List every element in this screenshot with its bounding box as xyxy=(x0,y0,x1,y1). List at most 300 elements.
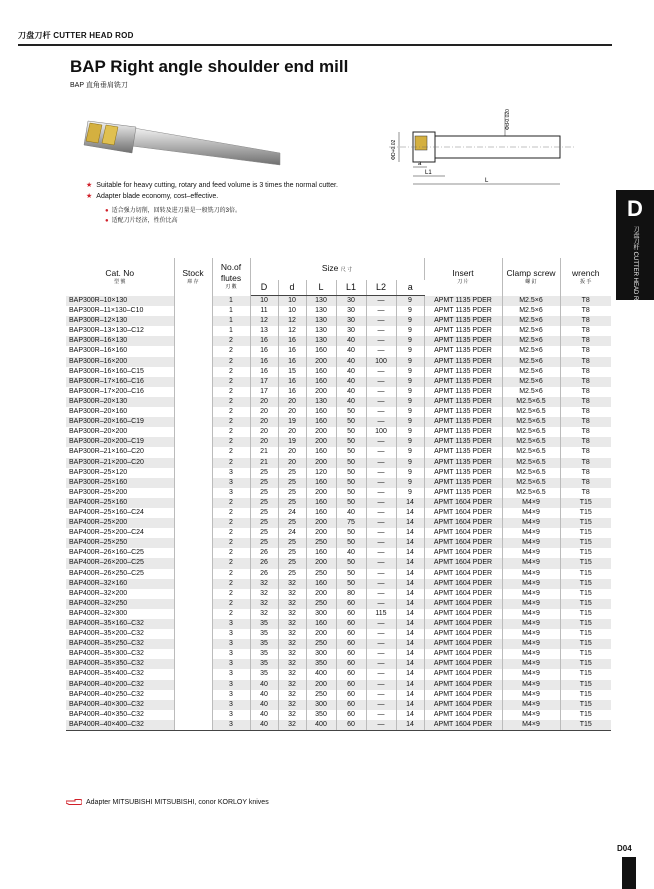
cell-a: 14 xyxy=(396,558,424,568)
cell-wrench: T15 xyxy=(560,548,611,558)
cell-L: 300 xyxy=(306,649,336,659)
cell-flutes: 2 xyxy=(212,528,250,538)
cell-L: 160 xyxy=(306,407,336,417)
cell-L: 200 xyxy=(306,387,336,397)
table-row xyxy=(66,558,611,568)
cell-cat-no: BAP400R–25×200 xyxy=(66,518,174,528)
cell-cat-no: BAP400R–32×250 xyxy=(66,599,174,609)
cell-clamp-screw: M4×9 xyxy=(502,569,560,579)
table-row xyxy=(66,326,611,336)
cell-stock xyxy=(174,407,212,417)
table-row xyxy=(66,569,611,579)
feature-item-cn: ● 适合强力切削，回转及进刀量是一般铣刀的3倍。 xyxy=(105,208,241,214)
cell-L: 200 xyxy=(306,427,336,437)
cell-insert: APMT 1135 PDER xyxy=(424,326,502,336)
cell-a: 14 xyxy=(396,649,424,659)
cell-insert: APMT 1135 PDER xyxy=(424,427,502,437)
cell-D: 12 xyxy=(250,316,278,326)
cell-D: 25 xyxy=(250,528,278,538)
cell-flutes: 2 xyxy=(212,599,250,609)
cell-stock xyxy=(174,367,212,377)
cell-wrench: T15 xyxy=(560,518,611,528)
cell-insert: APMT 1135 PDER xyxy=(424,417,502,427)
cell-L2: — xyxy=(366,599,396,609)
cell-flutes: 3 xyxy=(212,680,250,690)
page-number: D04 xyxy=(617,844,632,853)
cell-L: 160 xyxy=(306,478,336,488)
table-row xyxy=(66,306,611,316)
cell-d: 16 xyxy=(278,387,306,397)
cell-d: 20 xyxy=(278,397,306,407)
cell-cat-no: BAP400R–35×350–C32 xyxy=(66,659,174,669)
table-row xyxy=(66,417,611,427)
cell-wrench: T8 xyxy=(560,397,611,407)
cell-cat-no: BAP300R–10×130 xyxy=(66,296,174,307)
cell-a: 14 xyxy=(396,659,424,669)
cell-insert: APMT 1604 PDER xyxy=(424,669,502,679)
cell-L: 160 xyxy=(306,346,336,356)
cell-insert: APMT 1604 PDER xyxy=(424,599,502,609)
cell-L2: — xyxy=(366,458,396,468)
cell-L1: 60 xyxy=(336,690,366,700)
cell-clamp-screw: M2.5×6 xyxy=(502,346,560,356)
cell-insert: APMT 1604 PDER xyxy=(424,700,502,710)
cell-flutes: 2 xyxy=(212,367,250,377)
cell-flutes: 2 xyxy=(212,346,250,356)
cell-L2: — xyxy=(366,296,396,307)
cell-stock xyxy=(174,296,212,307)
cell-flutes: 2 xyxy=(212,427,250,437)
cell-L2: — xyxy=(366,367,396,377)
cell-insert: APMT 1135 PDER xyxy=(424,336,502,346)
table-row xyxy=(66,659,611,669)
cell-wrench: T8 xyxy=(560,367,611,377)
cell-d: 24 xyxy=(278,508,306,518)
cell-insert: APMT 1135 PDER xyxy=(424,387,502,397)
cell-wrench: T15 xyxy=(560,680,611,690)
table-row xyxy=(66,357,611,367)
cell-L1: 50 xyxy=(336,498,366,508)
cell-wrench: T8 xyxy=(560,488,611,498)
feature-item: ★ Suitable for heavy cutting, rotary and feed volume is 3 times the normal cutter. xyxy=(86,182,338,189)
cell-L: 200 xyxy=(306,629,336,639)
cell-flutes: 2 xyxy=(212,397,250,407)
cell-L: 200 xyxy=(306,357,336,367)
cell-wrench: T15 xyxy=(560,609,611,619)
cell-D: 35 xyxy=(250,629,278,639)
cell-stock xyxy=(174,357,212,367)
cell-D: 20 xyxy=(250,407,278,417)
cell-cat-no: BAP400R–35×300–C32 xyxy=(66,649,174,659)
cell-L2: — xyxy=(366,589,396,599)
cell-stock xyxy=(174,336,212,346)
cell-wrench: T8 xyxy=(560,437,611,447)
cell-L: 160 xyxy=(306,367,336,377)
cell-cat-no: BAP400R–26×200–C25 xyxy=(66,558,174,568)
cell-clamp-screw: M4×9 xyxy=(502,659,560,669)
cell-wrench: T15 xyxy=(560,558,611,568)
cell-a: 14 xyxy=(396,589,424,599)
cell-a: 9 xyxy=(396,488,424,498)
section-side-tab xyxy=(616,190,654,310)
cell-clamp-screw: M4×9 xyxy=(502,700,560,710)
cell-d: 25 xyxy=(278,569,306,579)
cell-clamp-screw: M2.5×6.5 xyxy=(502,437,560,447)
cell-cat-no: BAP400R–25×160 xyxy=(66,498,174,508)
cell-clamp-screw: M4×9 xyxy=(502,690,560,700)
cell-L: 160 xyxy=(306,548,336,558)
cell-clamp-screw: M2.5×6 xyxy=(502,296,560,307)
table-row xyxy=(66,336,611,346)
cell-d: 32 xyxy=(278,639,306,649)
table-row xyxy=(66,316,611,326)
cell-clamp-screw: M4×9 xyxy=(502,619,560,629)
cell-wrench: T15 xyxy=(560,508,611,518)
cell-flutes: 2 xyxy=(212,357,250,367)
cell-d: 32 xyxy=(278,680,306,690)
cell-L1: 60 xyxy=(336,659,366,669)
cell-insert: APMT 1604 PDER xyxy=(424,498,502,508)
cell-L2: — xyxy=(366,346,396,356)
cell-d: 32 xyxy=(278,720,306,731)
cell-wrench: T15 xyxy=(560,710,611,720)
cell-wrench: T8 xyxy=(560,417,611,427)
cell-a: 9 xyxy=(396,468,424,478)
table-row xyxy=(66,528,611,538)
cell-L1: 60 xyxy=(336,619,366,629)
cell-wrench: T8 xyxy=(560,478,611,488)
cell-stock xyxy=(174,417,212,427)
cell-L: 160 xyxy=(306,417,336,427)
cell-d: 20 xyxy=(278,447,306,457)
cell-clamp-screw: M4×9 xyxy=(502,579,560,589)
cell-a: 14 xyxy=(396,680,424,690)
cell-cat-no: BAP300R–17×160–C16 xyxy=(66,377,174,387)
cell-clamp-screw: M4×9 xyxy=(502,548,560,558)
cell-D: 35 xyxy=(250,669,278,679)
col-header-a: a xyxy=(396,280,424,296)
cell-stock xyxy=(174,609,212,619)
cell-D: 25 xyxy=(250,508,278,518)
table-row xyxy=(66,629,611,639)
cell-insert: APMT 1604 PDER xyxy=(424,690,502,700)
page-subtitle: BAP 直角垂肩铣刀 xyxy=(70,82,128,89)
cell-D: 20 xyxy=(250,437,278,447)
cell-d: 16 xyxy=(278,377,306,387)
cell-clamp-screw: M2.5×6.5 xyxy=(502,478,560,488)
cell-a: 14 xyxy=(396,609,424,619)
side-tab-text: 刀盘刀杆 CUTTER HEAD ROD xyxy=(632,226,638,310)
cell-L: 250 xyxy=(306,639,336,649)
cell-wrench: T15 xyxy=(560,720,611,731)
cell-d: 25 xyxy=(278,488,306,498)
cell-D: 25 xyxy=(250,488,278,498)
cell-d: 20 xyxy=(278,427,306,437)
cell-L1: 60 xyxy=(336,599,366,609)
cell-wrench: T15 xyxy=(560,498,611,508)
cell-clamp-screw: M2.5×6.5 xyxy=(502,488,560,498)
col-header-D: D xyxy=(250,280,278,296)
cell-cat-no: BAP400R–32×300 xyxy=(66,609,174,619)
cell-cat-no: BAP300R–17×200–C16 xyxy=(66,387,174,397)
cell-a: 9 xyxy=(396,417,424,427)
cell-D: 32 xyxy=(250,589,278,599)
col-header-stock: Stock 庫 存 xyxy=(174,258,212,296)
cell-clamp-screw: M2.5×6.5 xyxy=(502,458,560,468)
cell-clamp-screw: M4×9 xyxy=(502,720,560,731)
cell-a: 9 xyxy=(396,306,424,316)
cell-L1: 50 xyxy=(336,478,366,488)
cell-L: 350 xyxy=(306,659,336,669)
cell-D: 17 xyxy=(250,387,278,397)
cell-L: 130 xyxy=(306,326,336,336)
cell-flutes: 1 xyxy=(212,326,250,336)
cell-L2: — xyxy=(366,639,396,649)
cell-cat-no: BAP400R–25×160–C24 xyxy=(66,508,174,518)
cell-d: 32 xyxy=(278,599,306,609)
cell-insert: APMT 1604 PDER xyxy=(424,629,502,639)
cell-insert: APMT 1604 PDER xyxy=(424,518,502,528)
cell-insert: APMT 1135 PDER xyxy=(424,407,502,417)
table-row xyxy=(66,437,611,447)
table-row xyxy=(66,690,611,700)
cell-insert: APMT 1604 PDER xyxy=(424,579,502,589)
cell-flutes: 3 xyxy=(212,639,250,649)
cell-flutes: 2 xyxy=(212,336,250,346)
footnote: Adapter MITSUBISHI MITSUBISHI, conor KORLOY knives xyxy=(66,798,269,806)
cell-D: 35 xyxy=(250,619,278,629)
cell-L1: 50 xyxy=(336,417,366,427)
cell-L2: — xyxy=(366,407,396,417)
cell-clamp-screw: M2.5×6 xyxy=(502,326,560,336)
cell-L2: — xyxy=(366,468,396,478)
cell-cat-no: BAP400R–32×200 xyxy=(66,589,174,599)
cell-a: 9 xyxy=(396,346,424,356)
cell-clamp-screw: M2.5×6 xyxy=(502,377,560,387)
table-row xyxy=(66,367,611,377)
cell-L: 160 xyxy=(306,447,336,457)
cell-d: 25 xyxy=(278,468,306,478)
cell-a: 9 xyxy=(396,397,424,407)
cell-L1: 50 xyxy=(336,447,366,457)
cell-stock xyxy=(174,548,212,558)
cell-D: 16 xyxy=(250,357,278,367)
cell-wrench: T8 xyxy=(560,346,611,356)
cell-D: 35 xyxy=(250,659,278,669)
cell-flutes: 2 xyxy=(212,609,250,619)
table-row xyxy=(66,589,611,599)
cell-wrench: T15 xyxy=(560,690,611,700)
cell-flutes: 2 xyxy=(212,589,250,599)
cell-cat-no: BAP300R–20×160–C19 xyxy=(66,417,174,427)
cell-wrench: T8 xyxy=(560,316,611,326)
cell-clamp-screw: M4×9 xyxy=(502,528,560,538)
cell-wrench: T8 xyxy=(560,377,611,387)
cell-L: 120 xyxy=(306,468,336,478)
cell-a: 9 xyxy=(396,407,424,417)
cell-clamp-screw: M4×9 xyxy=(502,508,560,518)
cell-L: 130 xyxy=(306,316,336,326)
col-header-L: L xyxy=(306,280,336,296)
cell-a: 9 xyxy=(396,377,424,387)
cell-L1: 50 xyxy=(336,427,366,437)
col-header-size: Size 尺 寸 xyxy=(250,258,424,280)
table-row xyxy=(66,468,611,478)
cell-flutes: 2 xyxy=(212,518,250,528)
cell-D: 20 xyxy=(250,427,278,437)
cell-D: 25 xyxy=(250,518,278,528)
cell-L1: 30 xyxy=(336,316,366,326)
cell-d: 12 xyxy=(278,326,306,336)
cell-insert: APMT 1135 PDER xyxy=(424,367,502,377)
cell-d: 25 xyxy=(278,548,306,558)
cell-clamp-screw: M2.5×6 xyxy=(502,316,560,326)
cell-flutes: 3 xyxy=(212,690,250,700)
page-marker-bar xyxy=(622,857,636,889)
cell-L1: 40 xyxy=(336,387,366,397)
cell-flutes: 3 xyxy=(212,700,250,710)
cell-D: 35 xyxy=(250,639,278,649)
table-row xyxy=(66,377,611,387)
cell-L2: — xyxy=(366,508,396,518)
cell-D: 40 xyxy=(250,700,278,710)
cell-insert: APMT 1604 PDER xyxy=(424,548,502,558)
cell-flutes: 2 xyxy=(212,548,250,558)
cell-flutes: 3 xyxy=(212,629,250,639)
dim-a-label: a xyxy=(418,161,422,167)
cell-cat-no: BAP300R–25×200 xyxy=(66,488,174,498)
cell-D: 32 xyxy=(250,579,278,589)
cell-stock xyxy=(174,669,212,679)
cell-clamp-screw: M4×9 xyxy=(502,710,560,720)
cell-L: 400 xyxy=(306,669,336,679)
cell-flutes: 3 xyxy=(212,659,250,669)
cell-stock xyxy=(174,700,212,710)
cell-L: 160 xyxy=(306,508,336,518)
cell-stock xyxy=(174,397,212,407)
cell-d: 20 xyxy=(278,407,306,417)
cell-flutes: 3 xyxy=(212,619,250,629)
cell-stock xyxy=(174,528,212,538)
cell-stock xyxy=(174,659,212,669)
cell-L2: 100 xyxy=(366,357,396,367)
cell-insert: APMT 1604 PDER xyxy=(424,619,502,629)
cell-flutes: 3 xyxy=(212,720,250,731)
cell-D: 40 xyxy=(250,720,278,731)
cell-d: 32 xyxy=(278,619,306,629)
cell-L2: — xyxy=(366,447,396,457)
table-row xyxy=(66,669,611,679)
cell-L1: 60 xyxy=(336,609,366,619)
table-row xyxy=(66,427,611,437)
cell-clamp-screw: M4×9 xyxy=(502,538,560,548)
cell-cat-no: BAP300R–20×130 xyxy=(66,397,174,407)
cell-stock xyxy=(174,619,212,629)
table-row xyxy=(66,538,611,548)
cell-L: 250 xyxy=(306,690,336,700)
cell-stock xyxy=(174,639,212,649)
col-header-d: d xyxy=(278,280,306,296)
cell-cat-no: BAP400R–25×250 xyxy=(66,538,174,548)
cell-a: 9 xyxy=(396,447,424,457)
table-row xyxy=(66,680,611,690)
cell-wrench: T8 xyxy=(560,357,611,367)
cell-D: 26 xyxy=(250,558,278,568)
cell-L2: — xyxy=(366,336,396,346)
feature-item-cn: ● 适配刀片经济，性价比高 xyxy=(105,218,178,224)
table-row xyxy=(66,508,611,518)
cell-L: 130 xyxy=(306,306,336,316)
cell-d: 32 xyxy=(278,690,306,700)
cell-insert: APMT 1135 PDER xyxy=(424,488,502,498)
table-row xyxy=(66,346,611,356)
cell-flutes: 2 xyxy=(212,579,250,589)
table-row xyxy=(66,649,611,659)
cell-stock xyxy=(174,346,212,356)
cell-a: 14 xyxy=(396,710,424,720)
cell-insert: APMT 1604 PDER xyxy=(424,558,502,568)
cell-L2: — xyxy=(366,569,396,579)
cell-d: 25 xyxy=(278,478,306,488)
cell-L: 160 xyxy=(306,619,336,629)
cell-d: 16 xyxy=(278,346,306,356)
header-rule xyxy=(18,44,612,46)
cell-L2: — xyxy=(366,377,396,387)
cell-cat-no: BAP300R–13×130–C12 xyxy=(66,326,174,336)
cell-cat-no: BAP300R–20×200–C19 xyxy=(66,437,174,447)
cell-wrench: T15 xyxy=(560,528,611,538)
cell-stock xyxy=(174,589,212,599)
cell-d: 32 xyxy=(278,579,306,589)
cell-insert: APMT 1604 PDER xyxy=(424,569,502,579)
cell-D: 40 xyxy=(250,690,278,700)
cell-cat-no: BAP300R–21×200–C20 xyxy=(66,458,174,468)
table-row xyxy=(66,458,611,468)
cell-stock xyxy=(174,508,212,518)
table-row xyxy=(66,397,611,407)
cell-d: 10 xyxy=(278,306,306,316)
cell-L: 130 xyxy=(306,397,336,407)
cell-clamp-screw: M4×9 xyxy=(502,599,560,609)
table-row xyxy=(66,498,611,508)
cell-clamp-screw: M4×9 xyxy=(502,518,560,528)
table-row xyxy=(66,518,611,528)
cell-D: 26 xyxy=(250,548,278,558)
dimension-drawing xyxy=(385,100,580,190)
cell-d: 16 xyxy=(278,336,306,346)
cell-cat-no: BAP400R–35×160–C32 xyxy=(66,619,174,629)
cell-a: 9 xyxy=(396,316,424,326)
cell-d: 15 xyxy=(278,367,306,377)
cell-stock xyxy=(174,377,212,387)
cell-L: 350 xyxy=(306,710,336,720)
cell-L2: — xyxy=(366,498,396,508)
cell-L: 250 xyxy=(306,599,336,609)
cell-wrench: T15 xyxy=(560,669,611,679)
table-row xyxy=(66,700,611,710)
cell-L: 200 xyxy=(306,528,336,538)
cell-a: 14 xyxy=(396,528,424,538)
col-header-insert: Insert 刀 片 xyxy=(424,258,502,296)
cell-clamp-screw: M2.5×6.5 xyxy=(502,417,560,427)
cell-a: 14 xyxy=(396,569,424,579)
cell-D: 25 xyxy=(250,498,278,508)
cell-flutes: 2 xyxy=(212,498,250,508)
cell-insert: APMT 1604 PDER xyxy=(424,649,502,659)
cell-L: 160 xyxy=(306,579,336,589)
cell-L1: 50 xyxy=(336,458,366,468)
cell-stock xyxy=(174,458,212,468)
